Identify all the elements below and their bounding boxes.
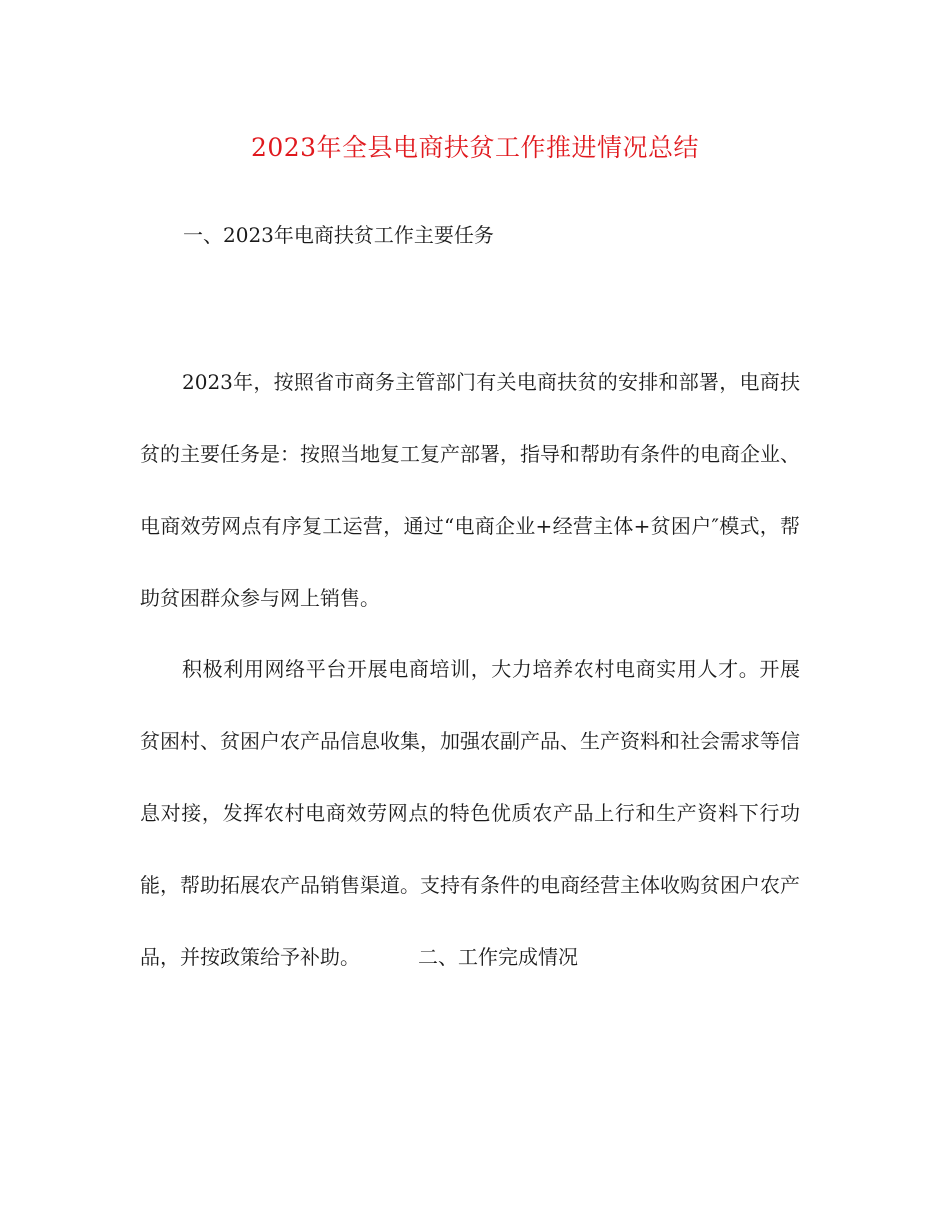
paragraph-two-text: 积极利用网络平台开展电商培训，大力培养农村电商实用人才。开展贫困村、贫困户农产品信息收集，加强农副产品、生产资料和社会需求等信息对接，发挥农村电商效劳网点的特色优质农产品上行和生产资料下行功能，帮助拓展农产品销售渠道。支持有条件的电商经营主体收购贫困户农产品，并按政策给予补助。 bbox=[140, 657, 800, 969]
document-title: 2023年全县电商扶贫工作推进情况总结 bbox=[250, 133, 700, 162]
paragraph-one: 2023年，按照省市商务主管部门有关电商扶贫的安排和部署，电商扶贫的主要任务是：按照当地复工复产部署，指导和帮助有条件的电商企业、电商效劳网点有序复工运营，通过“电商企业+经营主体+贫困户″模式，帮助贫困群众参与网上销售。 bbox=[140, 370, 800, 610]
section-one-heading: 一、2023年电商扶贫工作主要任务 bbox=[183, 223, 494, 247]
section-two-heading: 二、工作完成情况 bbox=[418, 945, 578, 969]
paragraph-two bbox=[140, 633, 800, 993]
